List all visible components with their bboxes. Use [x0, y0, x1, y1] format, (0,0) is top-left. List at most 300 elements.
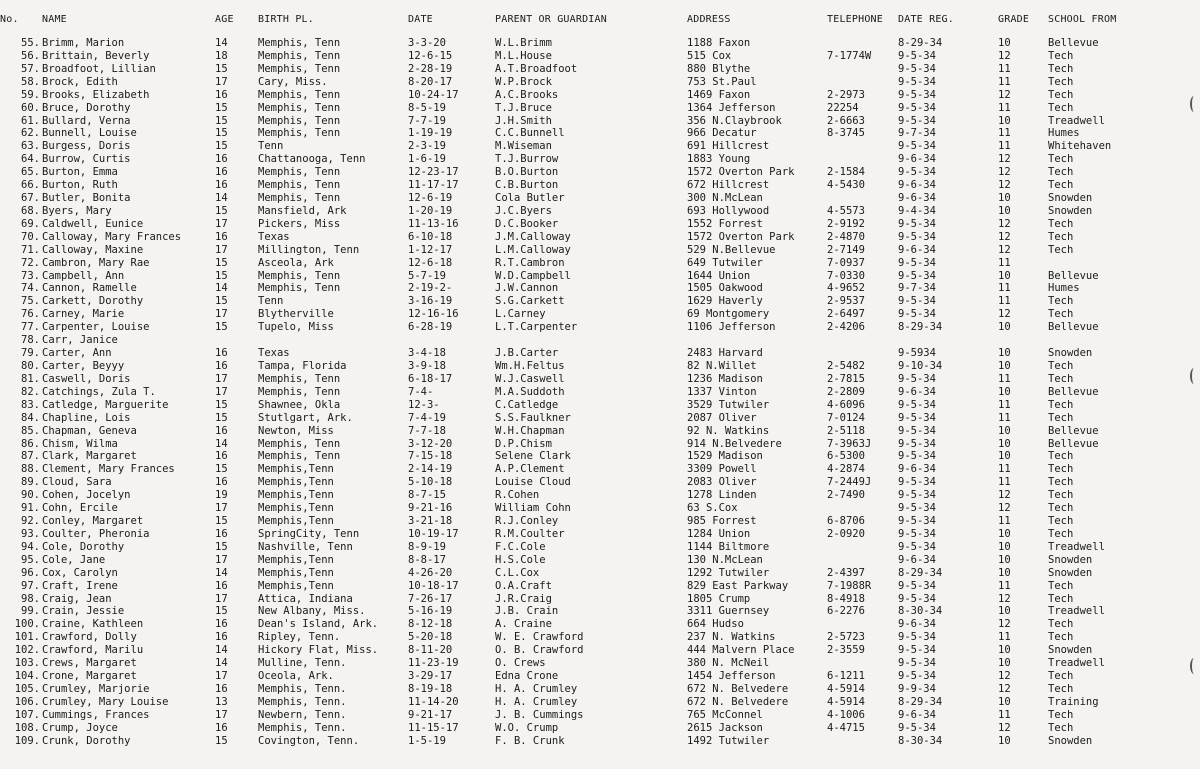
- row-number-cell: 72.: [21, 256, 40, 269]
- parent-guardian-cell: J.H.Smith: [495, 114, 552, 127]
- school-from-cell: Bellevue: [1048, 385, 1099, 398]
- student-name-cell: Carpenter, Louise: [42, 321, 150, 334]
- age-cell: 14: [215, 37, 228, 49]
- telephone-cell: 2-5118: [827, 424, 865, 437]
- birth-date-cell: 12-6-18: [408, 256, 453, 269]
- birth-place-cell: Memphis,Tenn: [258, 515, 334, 528]
- address-cell: 1188 Faxon: [687, 37, 751, 49]
- row-number-cell: 90.: [21, 489, 40, 502]
- parent-guardian-cell: Louise Cloud: [495, 476, 571, 489]
- date-registered-cell: 9-6-34: [898, 385, 936, 398]
- table-row: [0, 166, 1200, 179]
- birth-place-cell: Memphis, Tenn: [258, 269, 341, 282]
- age-cell: 17: [215, 502, 228, 515]
- address-cell: 1364 Jefferson: [687, 101, 776, 114]
- age-cell: 17: [215, 243, 228, 256]
- birth-date-cell: 10-18-17: [408, 579, 459, 592]
- table-row: [0, 205, 1200, 218]
- grade-cell: 12: [998, 721, 1011, 734]
- grade-cell: 11: [998, 476, 1011, 489]
- birth-date-cell: 2-28-19: [408, 62, 453, 75]
- school-from-cell: Treadwell: [1048, 540, 1105, 553]
- parent-guardian-cell: J. B. Cummings: [495, 708, 584, 721]
- date-registered-cell: 9-6-34: [898, 618, 936, 631]
- row-number-cell: 62.: [21, 127, 40, 140]
- address-cell: 2483 Harvard: [687, 347, 763, 360]
- date-registered-cell: 9-5-34: [898, 424, 936, 437]
- telephone-cell: 7-0124: [827, 411, 865, 424]
- student-name-cell: Cole, Dorothy: [42, 540, 125, 553]
- student-name-cell: Brock, Edith: [42, 75, 118, 88]
- birth-place-cell: Memphis, Tenn: [258, 114, 341, 127]
- age-cell: 15: [215, 140, 228, 153]
- address-cell: 753 St.Paul: [687, 75, 757, 88]
- parent-guardian-cell: F. B. Crunk: [495, 734, 565, 747]
- grade-cell: 10: [998, 321, 1011, 334]
- table-row: [0, 605, 1200, 618]
- grade-cell: 12: [998, 88, 1011, 101]
- age-cell: 15: [215, 321, 228, 334]
- birth-place-cell: Memphis, Tenn: [258, 192, 341, 205]
- date-registered-cell: 9-5-34: [898, 166, 936, 179]
- date-registered-cell: 9-7-34: [898, 127, 936, 140]
- grade-cell: 11: [998, 463, 1011, 476]
- telephone-cell: 2-9537: [827, 295, 865, 308]
- student-name-cell: Carr, Janice: [42, 334, 118, 347]
- birth-date-cell: 10-24-17: [408, 88, 459, 101]
- student-name-cell: Crumley, Mary Louise: [42, 695, 169, 708]
- date-registered-cell: 8-30-34: [898, 605, 943, 618]
- birth-place-cell: Memphis, Tenn: [258, 179, 341, 192]
- row-number-cell: 60.: [21, 101, 40, 114]
- parent-guardian-cell: F.C.Cole: [495, 540, 546, 553]
- row-number-cell: 84.: [21, 411, 40, 424]
- age-cell: 17: [215, 670, 228, 683]
- table-row: [0, 657, 1200, 670]
- school-from-cell: Treadwell: [1048, 657, 1105, 670]
- row-number-cell: 101.: [14, 631, 40, 644]
- binder-hole-mark: [1190, 368, 1198, 384]
- parent-guardian-cell: M.Wiseman: [495, 140, 552, 153]
- age-cell: 15: [215, 256, 228, 269]
- table-row: [0, 631, 1200, 644]
- date-registered-cell: 9-5-34: [898, 217, 936, 230]
- date-registered-cell: 9-5-34: [898, 437, 936, 450]
- grade-cell: 11: [998, 708, 1011, 721]
- student-name-cell: Carkett, Dorothy: [42, 295, 144, 308]
- parent-guardian-cell: R.T.Cambron: [495, 256, 565, 269]
- date-registered-cell: 9-5-34: [898, 631, 936, 644]
- grade-cell: 10: [998, 114, 1011, 127]
- telephone-cell: 2-6497: [827, 308, 865, 321]
- parent-guardian-cell: H.S.Cole: [495, 553, 546, 566]
- grade-cell: 12: [998, 217, 1011, 230]
- grade-cell: 10: [998, 605, 1011, 618]
- school-from-cell: Snowden: [1048, 734, 1093, 747]
- age-cell: 15: [215, 398, 228, 411]
- birth-place-cell: Shawnee, Okla: [258, 398, 341, 411]
- age-cell: 15: [215, 411, 228, 424]
- birth-place-cell: Memphis,Tenn: [258, 502, 334, 515]
- birth-date-cell: 7-4-19: [408, 411, 446, 424]
- student-name-cell: Carney, Marie: [42, 308, 125, 321]
- address-cell: 1469 Faxon: [687, 88, 751, 101]
- row-number-cell: 67.: [21, 192, 40, 205]
- grade-cell: 10: [998, 204, 1011, 217]
- grade-cell: 12: [998, 592, 1011, 605]
- header-birth-place: BIRTH PL.: [258, 14, 314, 25]
- birth-place-cell: Stutlgart, Ark.: [258, 411, 353, 424]
- grade-cell: 11: [998, 140, 1011, 153]
- grade-cell: 11: [998, 62, 1011, 75]
- date-registered-cell: 9-6-34: [898, 708, 936, 721]
- age-cell: 17: [215, 75, 228, 88]
- student-name-cell: Brooks, Elizabeth: [42, 88, 150, 101]
- address-cell: 693 Hollywood: [687, 204, 770, 217]
- school-from-cell: Treadwell: [1048, 605, 1105, 618]
- age-cell: 16: [215, 721, 228, 734]
- age-cell: 16: [215, 618, 228, 631]
- parent-guardian-cell: W.H.Chapman: [495, 424, 565, 437]
- table-row: [0, 218, 1200, 231]
- school-from-cell: Bellevue: [1048, 437, 1099, 450]
- table-row: [0, 282, 1200, 295]
- school-from-cell: Tech: [1048, 230, 1074, 243]
- birth-place-cell: Pickers, Miss: [258, 217, 341, 230]
- birth-place-cell: Newbern, Tenn.: [258, 708, 347, 721]
- row-number-cell: 57.: [21, 62, 40, 75]
- row-number-cell: 86.: [21, 437, 40, 450]
- parent-guardian-cell: J.B.Carter: [495, 347, 559, 360]
- age-cell: 16: [215, 527, 228, 540]
- table-row: [0, 295, 1200, 308]
- age-cell: 15: [215, 62, 228, 75]
- birth-date-cell: 3-29-17: [408, 670, 453, 683]
- student-name-cell: Bunnell, Louise: [42, 127, 137, 140]
- date-registered-cell: 9-5-34: [898, 502, 936, 515]
- row-number-cell: 98.: [21, 592, 40, 605]
- address-cell: 1505 Oakwood: [687, 282, 763, 295]
- address-cell: 664 Hudso: [687, 618, 744, 631]
- header-name: NAME: [42, 14, 67, 25]
- age-cell: 17: [215, 553, 228, 566]
- grade-cell: 12: [998, 49, 1011, 62]
- age-cell: 15: [215, 127, 228, 140]
- row-number-cell: 73.: [21, 269, 40, 282]
- header-age: AGE: [215, 14, 234, 25]
- student-name-cell: Bullard, Verna: [42, 114, 131, 127]
- date-registered-cell: 9-5-34: [898, 450, 936, 463]
- student-name-cell: Chism, Wilma: [42, 437, 118, 450]
- date-registered-cell: 9-5-34: [898, 114, 936, 127]
- school-from-cell: Tech: [1048, 166, 1074, 179]
- school-from-cell: Tech: [1048, 631, 1074, 644]
- address-cell: 1644 Union: [687, 269, 751, 282]
- telephone-cell: 6-8706: [827, 515, 865, 528]
- school-from-cell: Tech: [1048, 721, 1074, 734]
- table-row: [0, 231, 1200, 244]
- age-cell: 15: [215, 463, 228, 476]
- table-row: [0, 476, 1200, 489]
- student-name-cell: Crawford, Dolly: [42, 631, 137, 644]
- parent-guardian-cell: S.G.Carkett: [495, 295, 565, 308]
- school-from-cell: Tech: [1048, 88, 1074, 101]
- date-registered-cell: 8-30-34: [898, 734, 943, 747]
- parent-guardian-cell: A.T.Broadfoot: [495, 62, 578, 75]
- table-row: [0, 360, 1200, 373]
- school-from-cell: Snowden: [1048, 644, 1093, 657]
- parent-guardian-cell: C.C.Bunnell: [495, 127, 565, 140]
- grade-cell: 10: [998, 450, 1011, 463]
- date-registered-cell: 9-7-34: [898, 282, 936, 295]
- date-registered-cell: 9-5-34: [898, 372, 936, 385]
- table-row: [0, 50, 1200, 63]
- grade-cell: 11: [998, 282, 1011, 295]
- birth-date-cell: 5-20-18: [408, 631, 453, 644]
- table-row: [0, 386, 1200, 399]
- age-cell: 17: [215, 372, 228, 385]
- birth-date-cell: 3-21-18: [408, 515, 453, 528]
- table-row: [0, 334, 1200, 347]
- school-from-cell: Snowden: [1048, 566, 1093, 579]
- parent-guardian-cell: Selene Clark: [495, 450, 571, 463]
- telephone-cell: 4-4715: [827, 721, 865, 734]
- birth-date-cell: 9-21-17: [408, 708, 453, 721]
- header-school-from: SCHOOL FROM: [1048, 14, 1117, 25]
- student-name-cell: Crunk, Dorothy: [42, 734, 131, 747]
- telephone-cell: 22254: [827, 101, 859, 114]
- age-cell: 16: [215, 179, 228, 192]
- table-row: [0, 257, 1200, 270]
- school-from-cell: Tech: [1048, 708, 1074, 721]
- table-row: [0, 412, 1200, 425]
- birth-date-cell: 3-12-20: [408, 437, 453, 450]
- school-from-cell: Snowden: [1048, 204, 1093, 217]
- school-from-cell: Whitehaven: [1048, 140, 1112, 153]
- student-name-cell: Butler, Bonita: [42, 192, 131, 205]
- row-number-cell: 93.: [21, 527, 40, 540]
- student-name-cell: Cannon, Ramelle: [42, 282, 137, 295]
- age-cell: 16: [215, 476, 228, 489]
- row-number-cell: 102.: [14, 644, 40, 657]
- school-from-cell: Tech: [1048, 502, 1074, 515]
- student-name-cell: Conley, Margaret: [42, 515, 144, 528]
- telephone-cell: 8-4918: [827, 592, 865, 605]
- birth-date-cell: 5-10-18: [408, 476, 453, 489]
- birth-date-cell: 3-4-18: [408, 347, 446, 360]
- age-cell: 15: [215, 515, 228, 528]
- school-from-cell: Tech: [1048, 360, 1074, 372]
- parent-guardian-cell: W.O. Crump: [495, 721, 559, 734]
- parent-guardian-cell: D.P.Chism: [495, 437, 552, 450]
- birth-place-cell: Memphis,Tenn: [258, 463, 334, 476]
- row-number-cell: 71.: [21, 243, 40, 256]
- address-cell: 130 N.McLean: [687, 553, 763, 566]
- age-cell: 14: [215, 644, 228, 657]
- address-cell: 1284 Union: [687, 527, 751, 540]
- school-from-cell: Snowden: [1048, 553, 1093, 566]
- grade-cell: 12: [998, 243, 1011, 256]
- age-cell: 17: [215, 592, 228, 605]
- table-row: [0, 308, 1200, 321]
- school-from-cell: Humes: [1048, 282, 1080, 295]
- row-number-cell: 88.: [21, 463, 40, 476]
- birth-date-cell: 11-23-19: [408, 657, 459, 670]
- birth-date-cell: 7-26-17: [408, 592, 453, 605]
- date-registered-cell: 9-4-34: [898, 204, 936, 217]
- address-cell: 529 N.Bellevue: [687, 243, 776, 256]
- birth-place-cell: Memphis, Tenn.: [258, 683, 347, 695]
- grade-cell: 11: [998, 579, 1011, 592]
- birth-date-cell: 8-8-17: [408, 553, 446, 566]
- address-cell: 1492 Tutwiler: [687, 734, 770, 747]
- row-number-cell: 83.: [21, 398, 40, 411]
- grade-cell: 12: [998, 153, 1011, 166]
- school-from-cell: Tech: [1048, 515, 1074, 528]
- table-row: [0, 153, 1200, 166]
- address-cell: 237 N. Watkins: [687, 631, 776, 644]
- parent-guardian-cell: M.L.House: [495, 49, 552, 62]
- grade-cell: 11: [998, 101, 1011, 114]
- birth-place-cell: Hickory Flat, Miss.: [258, 644, 379, 657]
- student-name-cell: Campbell, Ann: [42, 269, 125, 282]
- student-name-cell: Catchings, Zula T.: [42, 385, 156, 398]
- telephone-cell: 2-4206: [827, 321, 865, 334]
- birth-date-cell: 12-6-15: [408, 49, 453, 62]
- birth-place-cell: Newton, Miss: [258, 424, 334, 437]
- date-registered-cell: 9-5-34: [898, 75, 936, 88]
- student-name-cell: Cole, Jane: [42, 553, 106, 566]
- date-registered-cell: 9-6-34: [898, 553, 936, 566]
- parent-guardian-cell: J.B. Crain: [495, 605, 559, 618]
- student-name-cell: Crews, Margaret: [42, 657, 137, 670]
- table-row: [0, 670, 1200, 683]
- row-number-cell: 66.: [21, 179, 40, 192]
- birth-date-cell: 2-3-19: [408, 140, 446, 153]
- row-number-cell: 82.: [21, 385, 40, 398]
- age-cell: 15: [215, 605, 228, 618]
- birth-date-cell: 8-12-18: [408, 618, 453, 631]
- address-cell: 82 N.Willet: [687, 360, 757, 372]
- parent-guardian-cell: H. A. Crumley: [495, 683, 578, 695]
- telephone-cell: 2-7815: [827, 372, 865, 385]
- binder-hole-mark: [1190, 96, 1198, 112]
- birth-place-cell: Blytherville: [258, 308, 334, 321]
- telephone-cell: 6-5300: [827, 450, 865, 463]
- telephone-cell: 7-1774W: [827, 49, 872, 62]
- grade-cell: 10: [998, 192, 1011, 205]
- table-row: [0, 115, 1200, 128]
- telephone-cell: 2-2973: [827, 88, 865, 101]
- school-from-cell: Tech: [1048, 372, 1074, 385]
- telephone-cell: 2-7490: [827, 489, 865, 502]
- telephone-cell: 7-2449J: [827, 476, 872, 489]
- telephone-cell: 2-4397: [827, 566, 865, 579]
- row-number-cell: 103.: [14, 657, 40, 670]
- date-registered-cell: 9-5-34: [898, 657, 936, 670]
- birth-place-cell: Oceola, Ark.: [258, 670, 334, 683]
- birth-date-cell: 8-9-19: [408, 540, 446, 553]
- date-registered-cell: 9-5-34: [898, 527, 936, 540]
- age-cell: 15: [215, 540, 228, 553]
- table-row: [0, 438, 1200, 451]
- birth-place-cell: Tenn: [258, 140, 284, 153]
- date-registered-cell: 9-5-34: [898, 140, 936, 153]
- row-number-cell: 85.: [21, 424, 40, 437]
- parent-guardian-cell: J.M.Calloway: [495, 230, 571, 243]
- address-cell: 691 Hillcrest: [687, 140, 770, 153]
- header-date-reg: DATE REG.: [898, 14, 954, 25]
- parent-guardian-cell: L.Carney: [495, 308, 546, 321]
- address-cell: 380 N. McNeil: [687, 657, 770, 670]
- birth-date-cell: 8-7-15: [408, 489, 446, 502]
- birth-date-cell: 7-4-: [408, 385, 434, 398]
- student-name-cell: Cambron, Mary Rae: [42, 256, 150, 269]
- date-registered-cell: 9-5-34: [898, 49, 936, 62]
- date-registered-cell: 8-29-34: [898, 321, 943, 334]
- row-number-cell: 61.: [21, 114, 40, 127]
- table-row: [0, 76, 1200, 89]
- header-row: [0, 13, 1200, 26]
- birth-place-cell: Memphis, Tenn: [258, 101, 341, 114]
- birth-place-cell: Tampa, Florida: [258, 360, 347, 372]
- row-number-cell: 89.: [21, 476, 40, 489]
- row-number-cell: 107.: [14, 708, 40, 721]
- parent-guardian-cell: O. B. Crawford: [495, 644, 584, 657]
- parent-guardian-cell: C.Catledge: [495, 398, 559, 411]
- birth-date-cell: 1-6-19: [408, 153, 446, 166]
- parent-guardian-cell: R.M.Coulter: [495, 527, 565, 540]
- grade-cell: 11: [998, 411, 1011, 424]
- telephone-cell: 2-5723: [827, 631, 865, 644]
- school-from-cell: Tech: [1048, 527, 1074, 540]
- row-number-cell: 65.: [21, 166, 40, 179]
- parent-guardian-cell: C.L.Cox: [495, 566, 540, 579]
- address-cell: 1529 Madison: [687, 450, 763, 463]
- age-cell: 19: [215, 489, 228, 502]
- student-name-cell: Catledge, Marguerite: [42, 398, 169, 411]
- school-from-cell: Bellevue: [1048, 424, 1099, 437]
- telephone-cell: 7-0330: [827, 269, 865, 282]
- row-number-cell: 79.: [21, 347, 40, 360]
- date-registered-cell: 9-5-34: [898, 644, 936, 657]
- address-cell: 1337 Vinton: [687, 385, 757, 398]
- table-row: [0, 735, 1200, 748]
- age-cell: 14: [215, 192, 228, 205]
- grade-cell: 12: [998, 489, 1011, 502]
- telephone-cell: 2-7149: [827, 243, 865, 256]
- table-row: [0, 567, 1200, 580]
- grade-cell: 10: [998, 347, 1011, 360]
- birth-date-cell: 2-19-2-: [408, 282, 453, 295]
- birth-date-cell: 11-17-17: [408, 179, 459, 192]
- student-name-cell: Carter, Beyyy: [42, 360, 125, 372]
- birth-date-cell: 6-10-18: [408, 230, 453, 243]
- header-address: ADDRESS: [687, 14, 731, 25]
- birth-date-cell: 7-15-18: [408, 450, 453, 463]
- parent-guardian-cell: A.C.Brooks: [495, 88, 559, 101]
- date-registered-cell: 9-6-34: [898, 179, 936, 192]
- grade-cell: 11: [998, 631, 1011, 644]
- address-cell: 672 Hillcrest: [687, 179, 770, 192]
- birth-date-cell: 5-7-19: [408, 269, 446, 282]
- grade-cell: 10: [998, 695, 1011, 708]
- student-name-cell: Cohn, Ercile: [42, 502, 118, 515]
- row-number-cell: 105.: [14, 683, 40, 695]
- birth-date-cell: 1-5-19: [408, 734, 446, 747]
- birth-place-cell: Memphis, Tenn: [258, 88, 341, 101]
- table-row: [0, 515, 1200, 528]
